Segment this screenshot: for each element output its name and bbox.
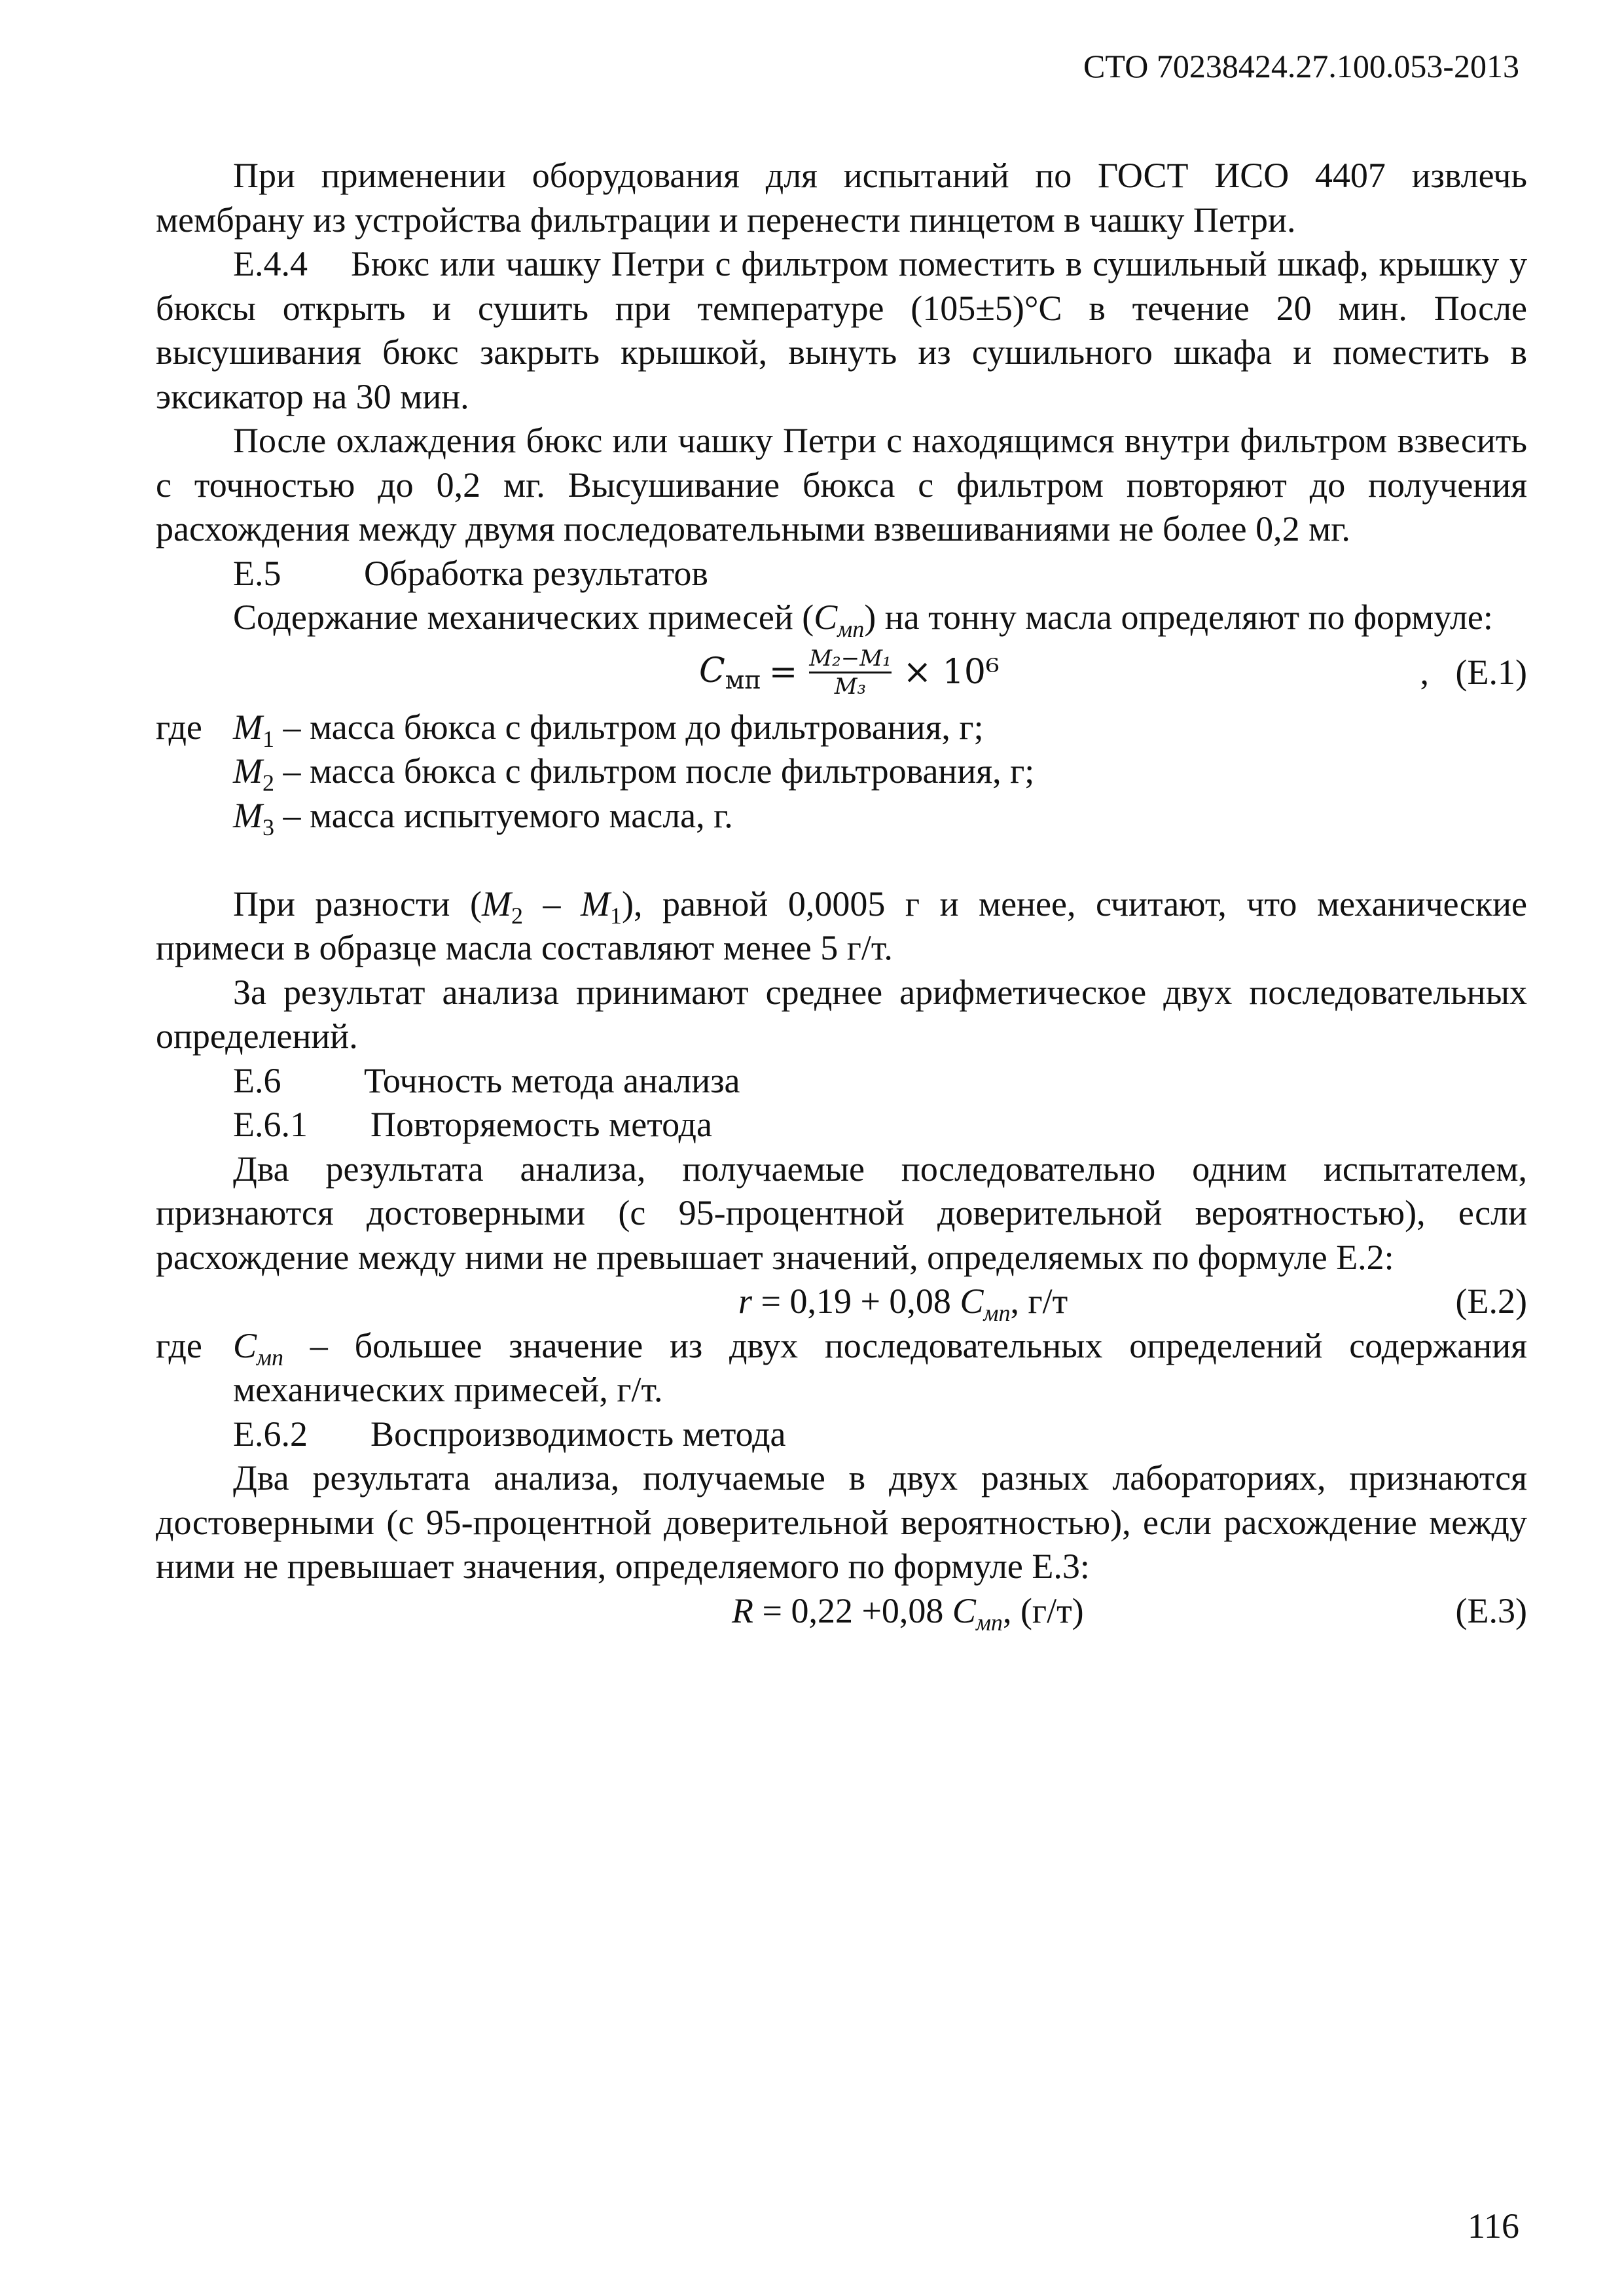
formula-e3	[156, 1589, 1527, 1634]
variable-c: С	[952, 1590, 976, 1630]
formula-lhs-subscript: мп	[725, 665, 761, 694]
variable-subscript: мп	[837, 615, 865, 642]
variable-c: С	[233, 1325, 257, 1365]
formula-fraction	[809, 645, 891, 700]
text-fragment: ) на тонну масла определяют по формуле:	[864, 598, 1493, 637]
section-number: Е.6.2	[233, 1414, 308, 1454]
variable-subscript: 2	[511, 902, 523, 929]
text-fragment: –	[522, 884, 581, 924]
variable-m: M	[481, 884, 511, 924]
formula-e1-number: (Е.1)	[1455, 652, 1527, 692]
clause-number: Е.4.4	[233, 244, 308, 283]
paragraph-cooling: После охлаждения бюкс или чашку Петри с находящимся внутри фильтром взвесить с точностью до 0,2 мг. Высушивание бюкса с фильтром повторяют до получения расхождения между двумя последовательными взвешиваниями не более 0,2 мг.	[156, 421, 1527, 548]
variable-r: r	[738, 1282, 753, 1321]
section-number: Е.6	[233, 1060, 281, 1100]
paragraph-reproducibility: Два результата анализа, получаемые в двух разных лабораториях, признаются достоверными (с 95-процентной доверительной вероятностью), если расхождение между ними не превышает значения, определяемого по формуле Е.3:	[156, 1458, 1527, 1586]
text-fragment: Содержание механических примесей (	[233, 598, 814, 637]
paragraph-content-formula-intro	[156, 596, 1527, 640]
variable-m: M	[233, 707, 262, 747]
formula-body: = 0,19 + 0,08	[752, 1282, 960, 1321]
section-e61-heading	[156, 1103, 1527, 1147]
section-title: Точность метода анализа	[364, 1060, 740, 1100]
variable-c: С	[960, 1282, 984, 1321]
section-e6-heading	[156, 1059, 1527, 1103]
section-title: Воспроизводимость метода	[370, 1414, 786, 1454]
variable-r: R	[732, 1590, 753, 1630]
variable-subscript: 1	[610, 902, 623, 929]
where-label: где	[156, 707, 202, 747]
where-m1	[156, 706, 1527, 750]
variable-subscript: 2	[262, 769, 274, 796]
cmp-definition	[233, 1324, 1527, 1412]
formula-comma: ,	[1420, 652, 1429, 692]
section-number: Е.5	[233, 553, 281, 593]
variable-subscript: 3	[262, 814, 274, 840]
section-e5-heading	[156, 552, 1527, 596]
formula-e1	[156, 640, 1527, 706]
variable-m: M	[581, 884, 611, 924]
m1-definition	[233, 706, 984, 750]
variable-subscript: мп	[257, 1344, 284, 1371]
formula-e2-expression	[738, 1280, 1068, 1324]
definition-text: – масса бюкса с фильтром после фильтрования, г;	[283, 751, 1035, 791]
formula-e1-expression	[699, 640, 1000, 706]
formula-e2-number: (Е.2)	[1455, 1282, 1527, 1321]
section-e62-heading	[156, 1412, 1527, 1457]
document-body	[156, 154, 1527, 1636]
paragraph-repeatability: Два результата анализа, получаемые последовательно одним испытателем, признаются достоверными (с 95-процентной доверительной вероятностью), если расхождение между ними не превышает значений, определяемых по формуле Е.2:	[156, 1149, 1527, 1277]
formula-lhs: С	[699, 651, 725, 691]
text-fragment: При разности (	[233, 884, 482, 924]
formula-multiplier: × 10⁶	[903, 652, 1000, 692]
variable-subscript: 1	[262, 725, 274, 752]
document-code-header: СТО 70238424.27.100.053-2013	[1083, 48, 1519, 84]
variable-c: С	[814, 598, 838, 637]
where-label: где	[156, 1325, 202, 1365]
formula-unit: , (г/т)	[1002, 1590, 1084, 1630]
section-title: Повторяемость метода	[370, 1105, 712, 1144]
variable-m: M	[233, 795, 262, 835]
variable-m: M	[233, 751, 262, 791]
where-m2	[156, 749, 1527, 794]
clause-e44	[156, 242, 1527, 419]
page-number: 116	[1468, 2206, 1519, 2246]
text-fragment: ), равной 0,0005 г и менее, считают, что механические примеси в образце масла составляют менее 5 г/т.	[156, 884, 1527, 967]
variable-subscript: мп	[983, 1299, 1011, 1326]
formula-e2	[156, 1280, 1527, 1324]
equals-sign: =	[768, 652, 798, 692]
blank-line	[156, 838, 1527, 882]
paragraph-difference	[156, 882, 1527, 971]
where-cmp	[156, 1324, 1527, 1412]
paragraph-result: За результат анализа принимают среднее арифметическое двух последовательных определений.	[156, 972, 1527, 1056]
definition-text: – большее значение из двух последовательных определений содержания механических примесей, г/т.	[233, 1325, 1527, 1409]
section-number: Е.6.1	[233, 1105, 308, 1144]
paragraph-membrane: При применении оборудования для испытаний по ГОСТ ИСО 4407 извлечь мембрану из устройства фильтрации и перенести пинцетом в чашку Петри.	[156, 156, 1527, 240]
fraction-numerator: M₂−M₁	[809, 645, 892, 672]
clause-text: Бюкс или чашку Петри с фильтром поместить в сушильный шкаф, крышку у бюксы открыть и сушить при температуре (105±5)°С в течение 20 мин. После высушивания бюкс закрыть крышкой, вынуть из сушильного шкафа и поместить в эксикатор на 30 мин.	[156, 244, 1527, 416]
formula-unit: , г/т	[1010, 1282, 1068, 1321]
formula-e3-number: (Е.3)	[1455, 1590, 1527, 1630]
definition-text: – масса испытуемого масла, г.	[283, 795, 733, 835]
variable-subscript: мп	[975, 1609, 1003, 1636]
fraction-denominator: M₃	[834, 673, 867, 700]
formula-e3-expression	[732, 1589, 1084, 1634]
definition-text: – масса бюкса с фильтром до фильтрования, г;	[283, 707, 984, 747]
formula-body: = 0,22 +0,08	[753, 1590, 952, 1630]
section-title: Обработка результатов	[364, 553, 708, 593]
where-m3	[156, 794, 1527, 838]
